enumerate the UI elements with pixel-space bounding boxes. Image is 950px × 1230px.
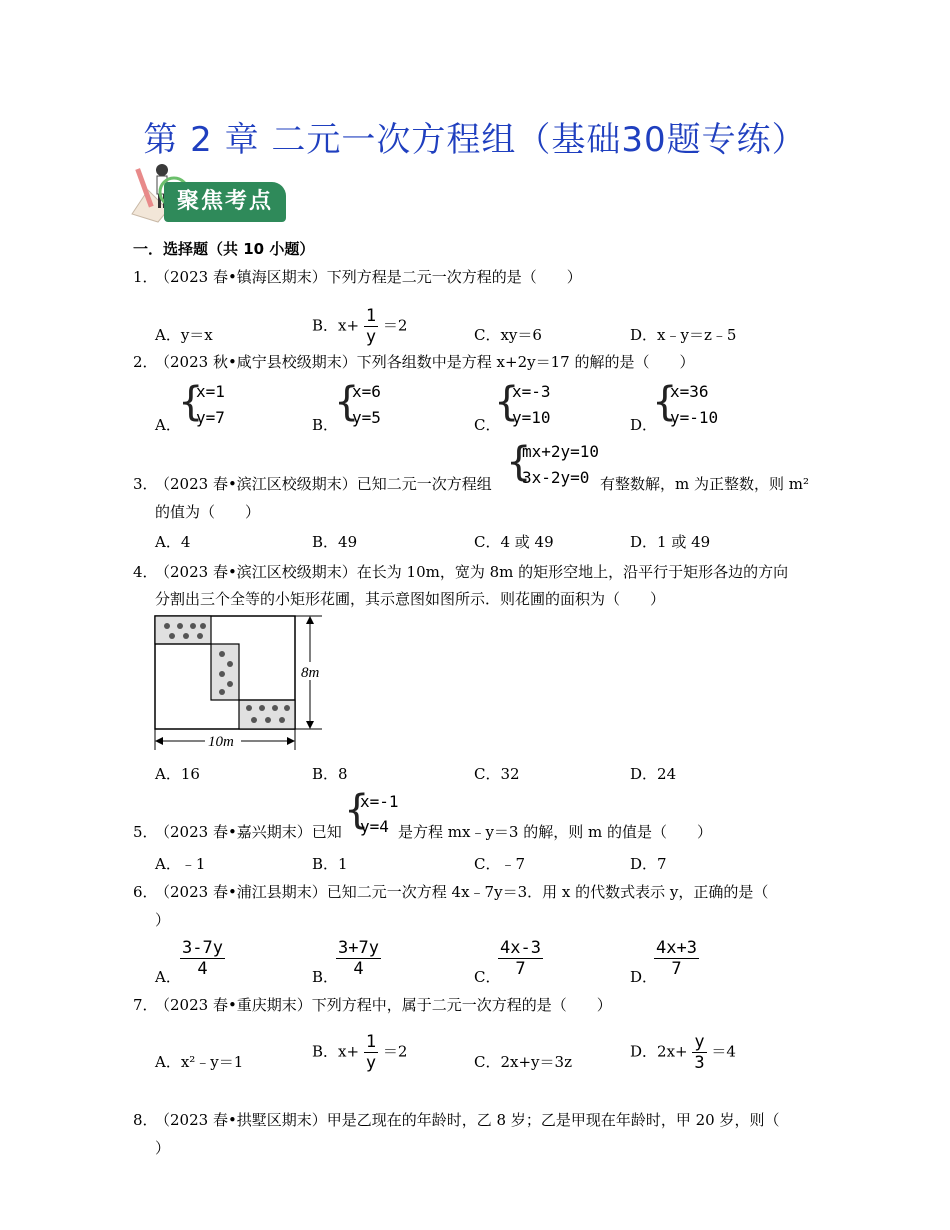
option-b-prefix: B．x+: [312, 1042, 360, 1061]
option-c: C．﹣7: [474, 855, 526, 873]
denominator: y: [365, 327, 377, 347]
system-line: y=4: [360, 817, 389, 836]
option-c: C．: [474, 968, 501, 986]
option-b: B．8: [312, 765, 348, 783]
option-d: D．1 或 49: [630, 533, 711, 551]
question-3-text-tail: 有整数解，m 为正整数，则 m²: [600, 475, 809, 493]
question-4-text: （2023 春•滨江区校级期末）在长为 10m，宽为 8m 的矩形空地上，沿平行于矩形各边的方向: [155, 563, 789, 581]
question-3-text-line2: 的值为（ ）: [155, 503, 261, 521]
numerator: 1: [365, 1032, 377, 1052]
option-c: C．: [474, 416, 501, 434]
denominator: 4: [353, 959, 364, 979]
brace-icon: {: [344, 787, 370, 833]
brace-icon: {: [652, 379, 678, 425]
option-b-suffix: ＝2: [382, 1042, 408, 1061]
numerator: 4x+3: [656, 938, 697, 958]
option-a: A．4: [155, 533, 191, 551]
option-b-fraction: [336, 938, 381, 979]
system-line: y=-10: [670, 408, 719, 427]
banner-label: 聚焦考点: [164, 182, 286, 222]
system-line: y=10: [512, 408, 551, 427]
denominator: y: [365, 1053, 377, 1073]
option-a: A．16: [155, 765, 200, 783]
question-8-text: （2023 春•拱墅区期末）甲是乙现在的年龄时，乙 8 岁；乙是甲现在年龄时，甲 20 岁，则（: [155, 1111, 780, 1129]
question-5-text-tail: 是方程 mx﹣y＝3 的解，则 m 的值是（ ）: [398, 823, 712, 841]
garden-bed: [239, 700, 295, 729]
option-d: [630, 1032, 736, 1073]
option-b: B．: [312, 968, 339, 986]
numerator: 4x-3: [500, 938, 541, 958]
section-banner: [128, 160, 288, 226]
garden-bed: [211, 644, 239, 700]
question-number: 4．: [133, 563, 158, 581]
option-a: A．: [155, 968, 181, 986]
question-number: 1．: [133, 268, 158, 286]
option-c: C．4 或 49: [474, 533, 554, 551]
denominator: 4: [197, 959, 208, 979]
section-heading: 一．选择题（共 10 小题）: [133, 240, 315, 258]
option-b-prefix: B．x+: [312, 316, 360, 335]
question-4-text-line2: 分割出三个全等的小矩形花圃，其示意图如图所示．则花圃的面积为（ ）: [155, 590, 666, 608]
question-number: 5．: [133, 823, 158, 841]
option-b-suffix: ＝2: [382, 316, 408, 335]
fraction: [364, 1032, 378, 1073]
option-d-fraction: [654, 938, 699, 979]
system-line: x=36: [670, 382, 709, 401]
question-number: 7．: [133, 996, 158, 1014]
question-1-text: （2023 春•镇海区期末）下列方程是二元一次方程的是（ ）: [155, 268, 582, 286]
option-c: C．32: [474, 765, 520, 783]
option-d: D．: [630, 968, 658, 986]
option-d: D．24: [630, 765, 677, 783]
question-number: 3．: [133, 475, 158, 493]
numerator: y: [694, 1032, 705, 1052]
question-5-text: （2023 春•嘉兴期末）已知: [155, 823, 342, 841]
option-a-fraction: [180, 938, 225, 979]
numerator: 3-7y: [182, 938, 223, 958]
option-a: A．﹣1: [155, 855, 206, 873]
system-line: x=-1: [360, 792, 399, 811]
system-line: x=1: [196, 382, 225, 401]
garden-figure: [150, 612, 330, 754]
question-number: 6．: [133, 883, 158, 901]
brace-icon: {: [506, 439, 532, 485]
option-d: D．7: [630, 855, 667, 873]
question-6-text-line2: ）: [155, 911, 171, 929]
question-number: 8．: [133, 1111, 158, 1129]
option-b: [312, 306, 407, 347]
fraction: [364, 306, 378, 347]
option-b: B．: [312, 416, 339, 434]
system-line: x=6: [352, 382, 381, 401]
option-d: D．: [630, 416, 658, 434]
option-b: [312, 1032, 407, 1073]
question-2-text: （2023 秋•咸宁县校级期末）下列各组数中是方程 x+2y＝17 的解的是（ ）: [155, 353, 695, 371]
system-line: x=-3: [512, 382, 551, 401]
option-b: B．49: [312, 533, 358, 551]
option-b: B．1: [312, 855, 348, 873]
brace-icon: {: [494, 379, 520, 425]
option-c: C．2x+y＝3z: [474, 1053, 572, 1071]
question-6-text: （2023 春•浦江县期末）已知二元一次方程 4x﹣7y＝3．用 x 的代数式表示 y，正确的是（: [155, 883, 769, 901]
option-c-fraction: [498, 938, 543, 979]
system-line: 3x-2y=0: [522, 468, 590, 487]
question-7-text: （2023 春•重庆期末）下列方程中，属于二元一次方程的是（ ）: [155, 996, 612, 1014]
denominator: 7: [671, 959, 682, 979]
system-line: y=7: [196, 408, 225, 427]
option-a: A．y＝x: [155, 326, 213, 344]
question-3-text: （2023 春•滨江区校级期末）已知二元一次方程组: [155, 475, 492, 493]
option-d: D．x﹣y＝z﹣5: [630, 326, 737, 344]
brace-icon: {: [334, 379, 360, 425]
fraction: [692, 1032, 706, 1073]
option-a: A．: [155, 416, 181, 434]
question-number: 2．: [133, 353, 158, 371]
option-a: A．x²﹣y＝1: [155, 1053, 244, 1071]
option-d-prefix: D．2x+: [630, 1042, 688, 1061]
question-8-text-line2: ）: [155, 1139, 171, 1157]
denominator: 3: [694, 1053, 705, 1073]
height-label: 8m: [301, 665, 320, 681]
numerator: 3+7y: [338, 938, 379, 958]
system-line: y=5: [352, 408, 381, 427]
option-d-suffix: ＝4: [711, 1042, 736, 1061]
garden-bed: [155, 616, 211, 644]
option-c: C．xy＝6: [474, 326, 542, 344]
system-line: mx+2y=10: [522, 442, 600, 461]
numerator: 1: [365, 306, 377, 326]
page-title: 第 2 章 二元一次方程组（基础30题专练）: [143, 120, 807, 160]
denominator: 7: [515, 959, 526, 979]
width-label: 10m: [208, 734, 234, 750]
brace-icon: {: [178, 379, 204, 425]
